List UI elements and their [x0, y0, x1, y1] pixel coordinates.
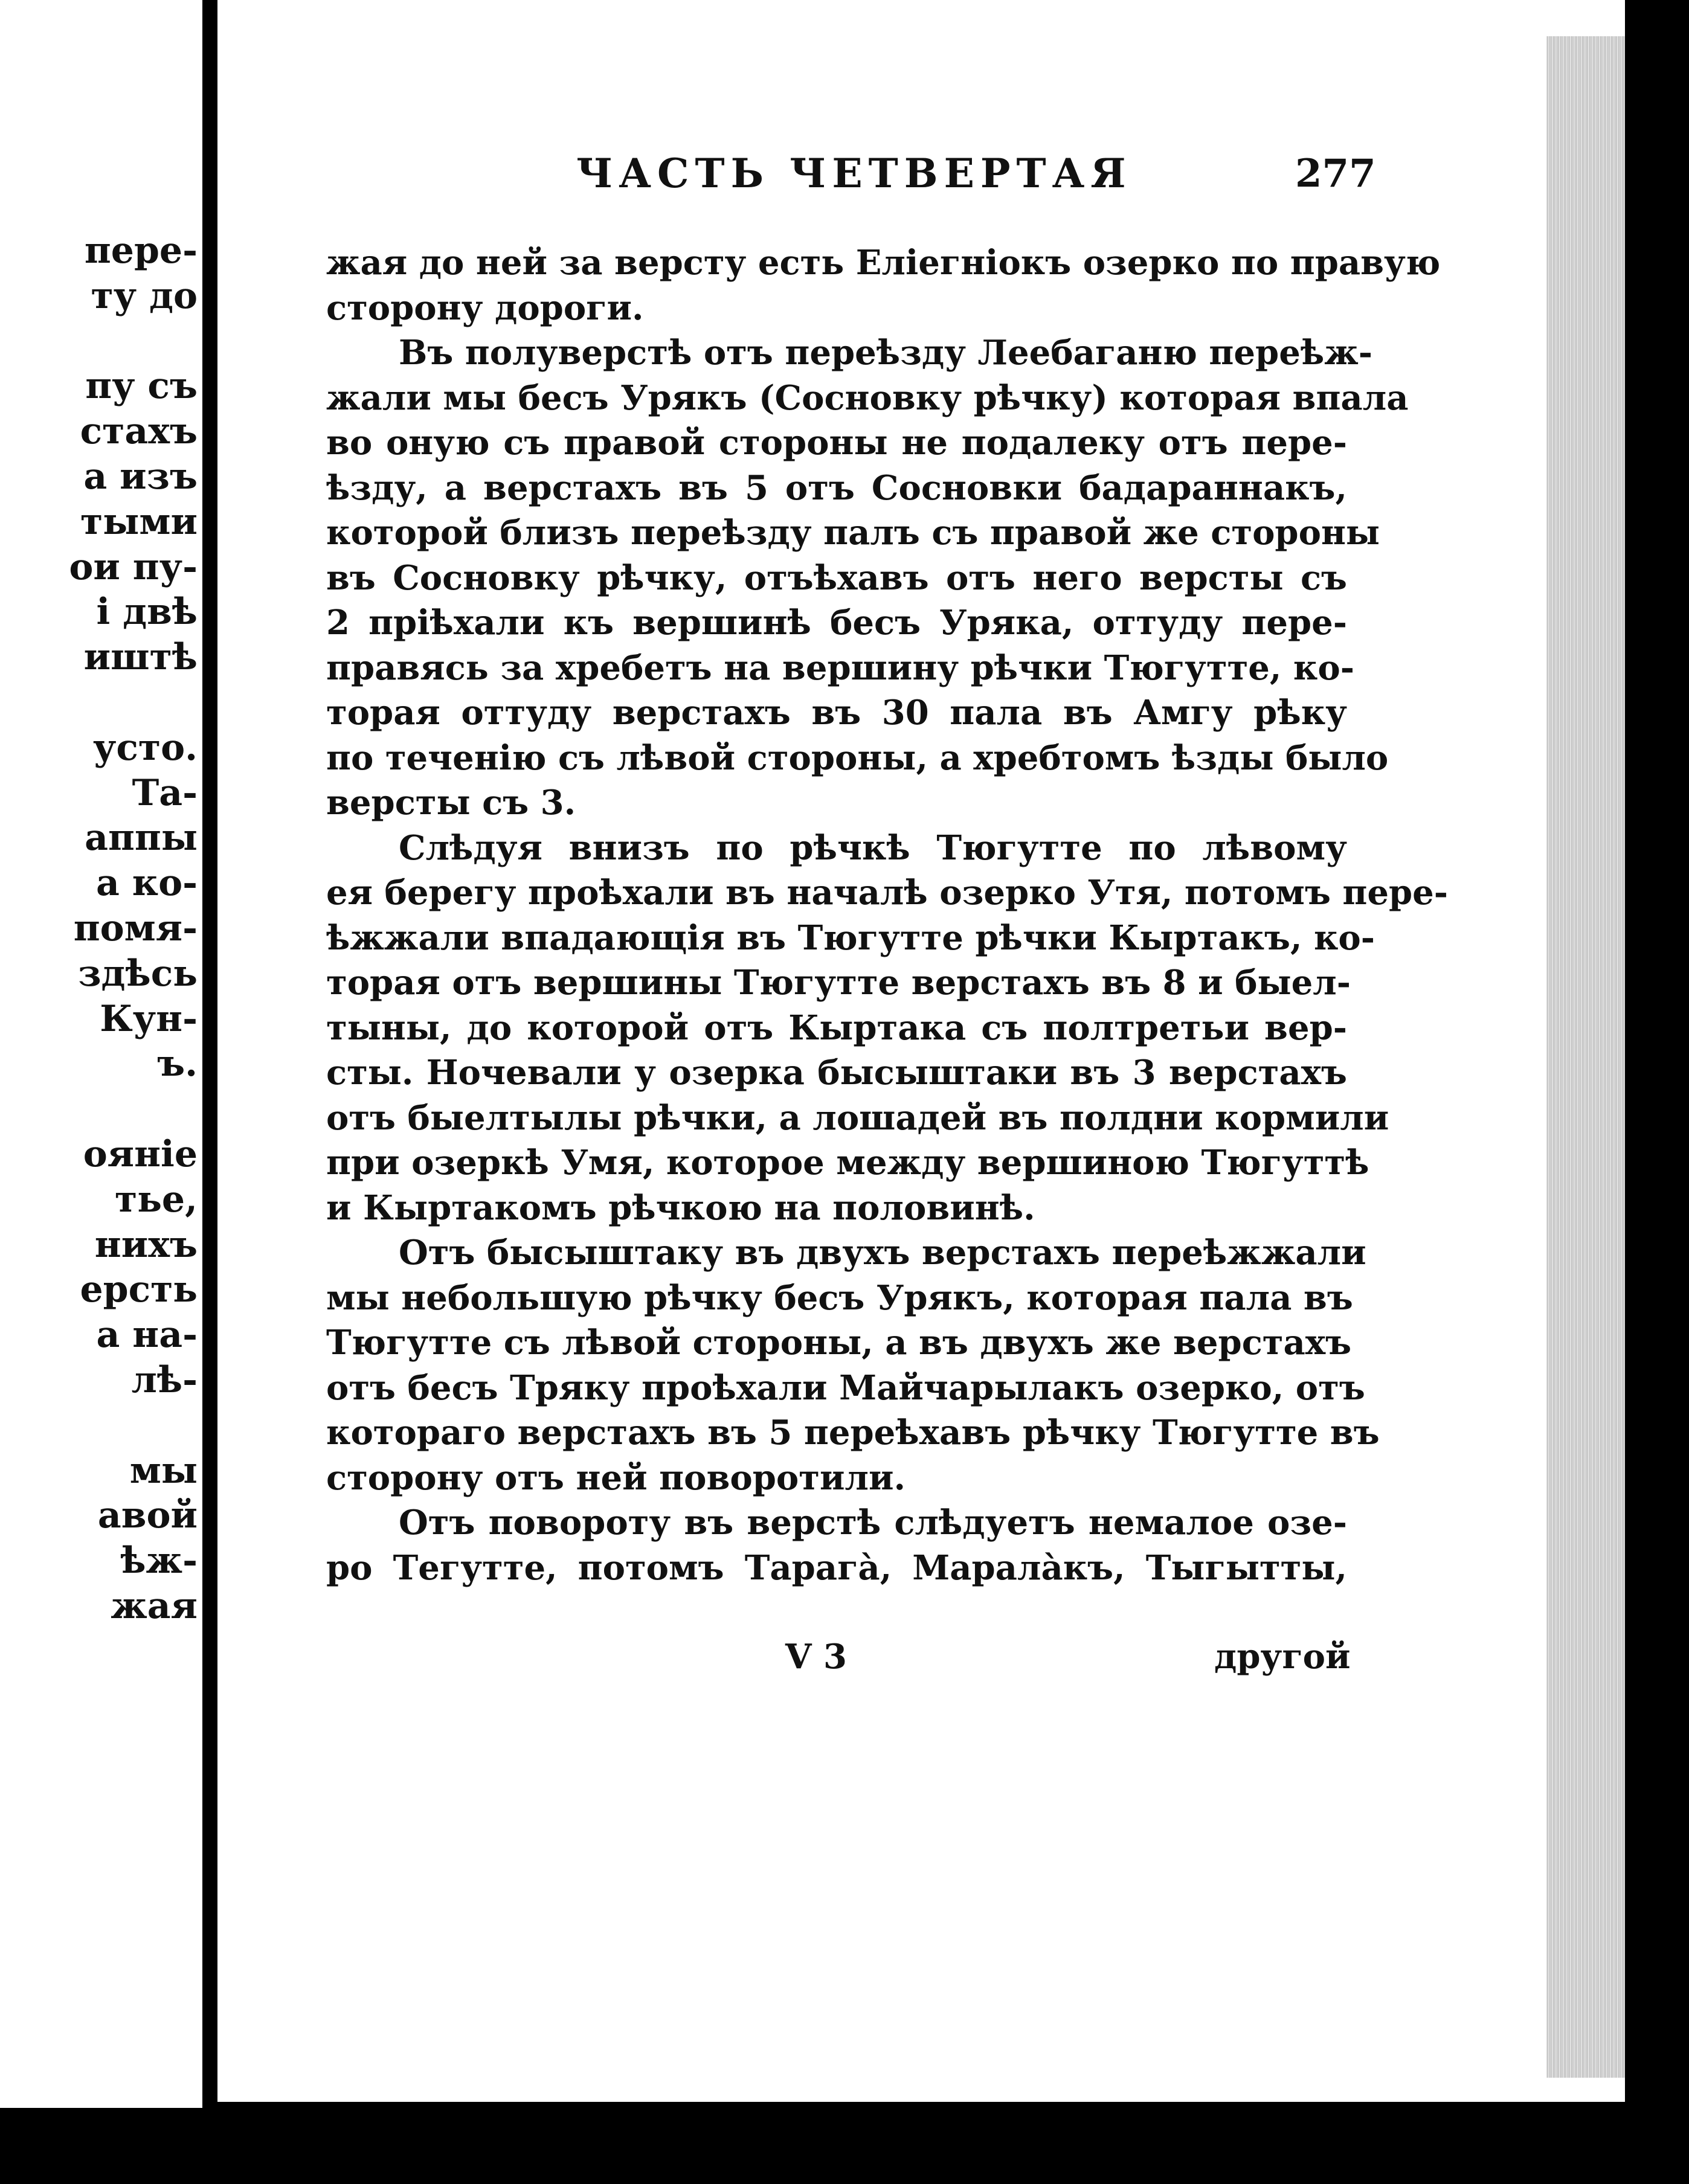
text-line: версты съ 3. [326, 783, 576, 823]
blank-line [69, 1087, 198, 1132]
previous-page-line: тье, [115, 1178, 198, 1221]
text-line: Слѣдуя внизъ по рѣчкѣ Тюгутте по лѣвому [399, 827, 1347, 868]
text-line: Отъ повороту въ верстѣ слѣдуетъ немалое озе- [399, 1503, 1347, 1543]
text-line: торая оттуду верстахъ въ 30 пала въ Амгу рѣку [326, 693, 1347, 733]
text-line: торая отъ вершины Тюгутте верстахъ въ 8 и быел- [326, 963, 1351, 1003]
previous-page-text [69, 228, 198, 1629]
text-line: 2 пріѣхали къ вершинѣ бесъ Уряка, оттуду пере- [326, 603, 1347, 643]
previous-page-line: усто. [92, 726, 198, 769]
previous-page-line: Кун- [100, 997, 198, 1040]
previous-page-line: авой [97, 1494, 198, 1537]
catchword: другой [1214, 1637, 1351, 1677]
previous-page-line: а на- [96, 1314, 198, 1357]
previous-page-line: стахъ [80, 410, 198, 453]
body-text [326, 240, 1449, 1590]
text-line: сторону отъ ней поворотили. [326, 1457, 906, 1498]
previous-page-line: Та- [132, 771, 198, 814]
text-line: отъ быелтылы рѣчки, а лошадей въ полдни кормили [326, 1097, 1389, 1138]
previous-page-line: ерсть [80, 1268, 198, 1311]
previous-page-fragment [0, 0, 202, 2108]
text-line: жая до ней за версту есть Еліегніокъ озерко по правую [326, 243, 1441, 283]
book-gutter [202, 0, 217, 2184]
previous-page-line: пу съ [85, 365, 198, 408]
text-line: сторону дороги. [326, 287, 644, 328]
previous-page-line: ту до [91, 274, 198, 317]
scan-border-bottom [0, 2108, 1689, 2184]
previous-page-line: а ко- [95, 862, 198, 905]
previous-page-line: мы [129, 1449, 198, 1492]
previous-page-line: ои пу- [69, 545, 198, 588]
previous-page-line: здѣсь [78, 952, 198, 995]
text-line: правясь за хребетъ на вершину рѣчки Тюгутте, ко- [326, 647, 1354, 688]
running-head: ЧАСТЬ ЧЕТВЕРТАЯ [576, 150, 1132, 197]
signature-mark: V 3 [785, 1637, 847, 1677]
text-line: которой близъ переѣзду палъ съ правой же стороны [326, 513, 1380, 553]
previous-page-line: пере- [84, 230, 198, 272]
page-number: 277 [1295, 151, 1376, 196]
text-line: сты. Ночевали у озерка бысыштаки въ 3 верстахъ [326, 1053, 1347, 1093]
text-line: жали мы бесъ Урякъ (Сосновку рѣчку) которая впала [326, 377, 1409, 418]
text-line: при озеркѣ Умя, которое между вершиною Тюгуттѣ [326, 1143, 1369, 1183]
previous-page-line: иштѣ [83, 636, 198, 679]
text-line: ѣзду, а верстахъ въ 5 отъ Сосновки бадараннакъ, [326, 467, 1347, 508]
previous-page-line: жая [111, 1584, 198, 1627]
text-line: ея берегу проѣхали въ началѣ озерко Утя, потомъ пере- [326, 873, 1449, 913]
text-line: во оную съ правой стороны не подалеку отъ пере- [326, 423, 1347, 463]
text-line: въ Сосновку рѣчку, отъѣхавъ отъ него версты съ [326, 557, 1347, 598]
text-line: котораго верстахъ въ 5 переѣхавъ рѣчку Тюгутте въ [326, 1413, 1380, 1453]
previous-page-line: ѣж- [120, 1540, 198, 1582]
previous-page-line: аппы [85, 817, 198, 859]
blank-line [69, 319, 198, 364]
text-line: отъ бесъ Тряку проѣхали Майчарылакъ озерко, отъ [326, 1367, 1365, 1408]
previous-page-line: лѣ- [131, 1358, 198, 1401]
blank-line [69, 1403, 198, 1448]
previous-page-line: і двѣ [96, 591, 198, 634]
text-line: и Кыртакомъ рѣчкою на половинѣ. [326, 1187, 1035, 1228]
text-line: тыны, до которой отъ Кыртака съ полтретьи вер- [326, 1007, 1347, 1048]
previous-page-line: ояніе [83, 1132, 198, 1175]
previous-page-line: ъ. [157, 1042, 198, 1085]
scan-border-right [1625, 0, 1689, 2184]
text-line: по теченію съ лѣвой стороны, а хребтомъ ѣзды было [326, 737, 1389, 778]
previous-page-line: а изъ [83, 455, 198, 498]
text-line: Тюгутте съ лѣвой стороны, а въ двухъ же верстахъ [326, 1323, 1352, 1363]
previous-page-line: тыми [80, 500, 198, 543]
text-line: ѣжжали впадающія въ Тюгутте рѣчки Кыртакъ, ко- [326, 917, 1375, 958]
page-edge-stack [1546, 36, 1625, 2078]
text-line: Въ полуверстѣ отъ переѣзду Леебаганю переѣж- [399, 333, 1372, 373]
previous-page-line: помя- [73, 907, 198, 949]
blank-line [69, 680, 198, 725]
previous-page-line: нихъ [94, 1223, 198, 1266]
text-line: ро Тегутте, потомъ Тарагà, Маралàкъ, Тыгытты, [326, 1547, 1347, 1588]
book-page [217, 0, 1625, 2102]
text-line: мы небольшую рѣчку бесъ Урякъ, которая пала въ [326, 1277, 1353, 1318]
text-line: Отъ бысыштаку въ двухъ верстахъ переѣжжали [399, 1233, 1366, 1273]
